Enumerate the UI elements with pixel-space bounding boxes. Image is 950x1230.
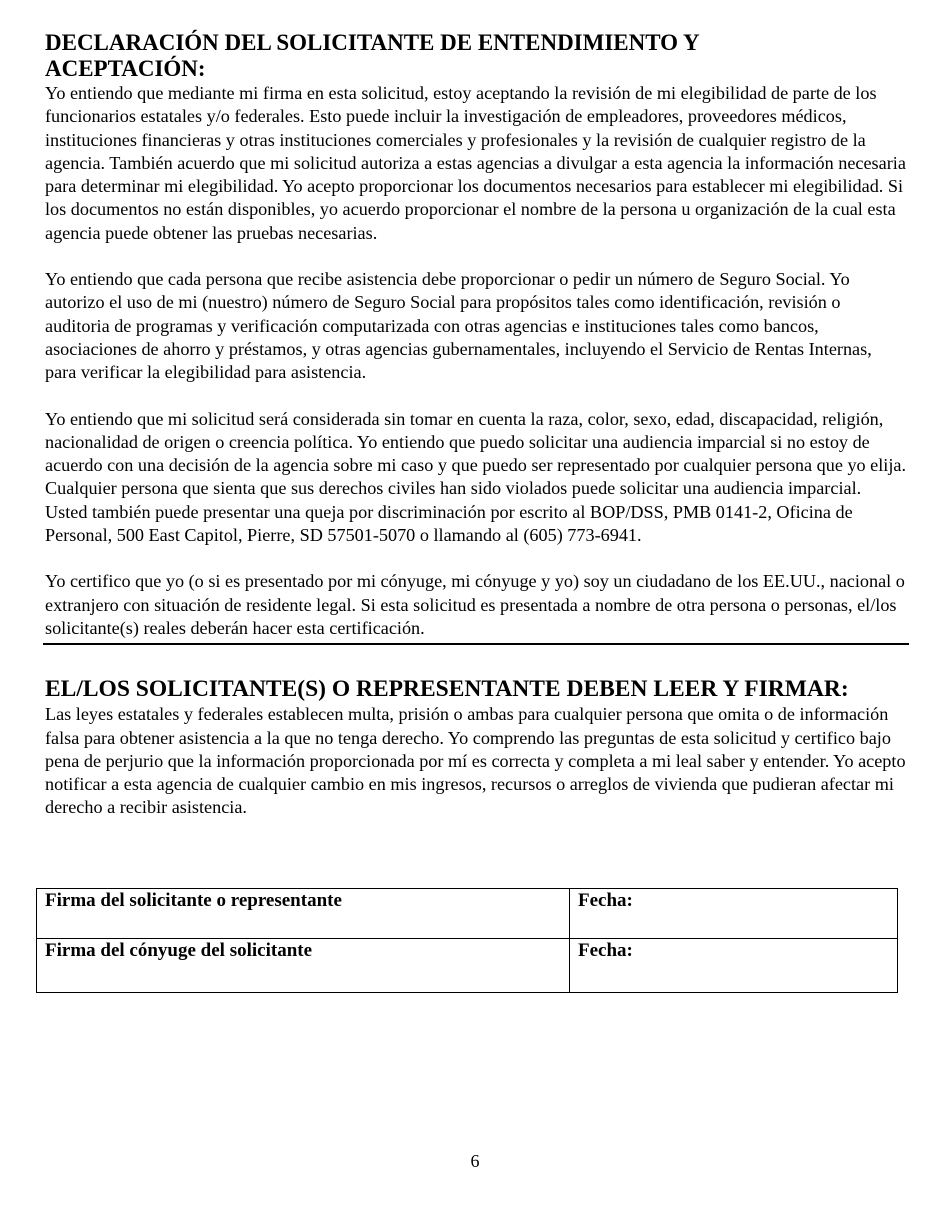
- declaration-section: [45, 30, 907, 640]
- declaration-paragraph-4: Yo certifico que yo (o si es presentado por mi cónyuge, mi cónyuge y yo) soy un ciudadano de los EE.UU., nacional o extranjero con situación de residente legal. Si esta solicitud es presentada a nombre de otra persona o personas, el/los solicitante(s) reales deberán hacer esta certificación.: [45, 571, 905, 638]
- sign-section: [45, 676, 907, 819]
- declaration-paragraph-2: Yo entiendo que cada persona que recibe asistencia debe proporcionar o pedir un número de Seguro Social. Yo autorizo el uso de mi (nuestro) número de Seguro Social para propósitos tales como identificación, revisión o auditoria de programas y verificación computarizada con otras agencias e instituciones tales como bancos, asociaciones de ahorro y préstamos, y otras agencias gubernamentales, incluyendo el Servicio de Rentas Internas, para verificar la elegibilidad para asistencia.: [45, 269, 872, 383]
- applicant-signature-label: Firma del solicitante o representante: [45, 890, 342, 911]
- spouse-date-field[interactable]: [570, 939, 898, 993]
- spouse-signature-label: Firma del cónyuge del solicitante: [45, 940, 313, 961]
- sign-section-title: EL/LOS SOLICITANTE(S) O REPRESENTANTE DEBEN LEER Y FIRMAR:: [45, 676, 849, 703]
- section-divider: [43, 643, 909, 645]
- applicant-date-label: Fecha:: [578, 890, 633, 911]
- document-page: [45, 30, 907, 820]
- declaration-paragraph-1: Yo entiendo que mediante mi firma en esta solicitud, estoy aceptando la revisión de mi elegibilidad de parte de los funcionarios estatales y/o federales. Esto puede incluir la investigación de empleadores, proveedores médicos, instituciones financieras y otras instituciones comerciales y profesionales y la revisión de cualquier registro de la agencia. También acuerdo que mi solicitud autoriza a estas agencias a divulgar a esta agencia la información necesaria para determinar mi elegibilidad. Yo acepto proporcionar los documentos necesarios para establecer mi elegibilidad. Si los documentos no están disponibles, yo acuerdo proporcionar el nombre de la persona u organización de la cual esta agencia puede obtener las pruebas necesarias.: [45, 83, 906, 243]
- signature-table: [36, 888, 898, 993]
- sign-section-paragraph: Las leyes estatales y federales establecen multa, prisión o ambas para cualquier persona que omita o de información falsa para obtener asistencia a la que no tenga derecho. Yo comprendo las preguntas de esta solicitud y certifico bajo pena de perjurio que la información proporcionada por mí es correcta y completa a mi leal saber y entender. Yo acepto notificar a esta agencia de cualquier cambio en mis ingresos, recursos o arreglos de vivienda que pudieran afectar mi derecho a recibir asistencia.: [45, 704, 906, 818]
- spouse-date-label: Fecha:: [578, 940, 633, 961]
- declaration-paragraph-3: Yo entiendo que mi solicitud será considerada sin tomar en cuenta la raza, color, sexo, edad, discapacidad, religión, nacionalidad de origen o creencia política. Yo entiendo que puedo solicitar una audiencia imparcial si no estoy de acuerdo con una decisión de la agencia sobre mi caso y que puedo ser representado por cualquier persona que yo elija. Cualquier persona que sienta que sus derechos civiles han sido violados puede solicitar una audiencia imparcial. Usted también puede presentar una queja por discriminación por escrito al BOP/DSS, PMB 0141-2, Oficina de Personal, 500 East Capitol, Pierre, SD 57501-5070 o llamando al (605) 773-6941.: [45, 408, 907, 546]
- applicant-date-field[interactable]: [570, 889, 898, 939]
- page-number: 6: [470, 1151, 480, 1171]
- applicant-signature-row: [37, 889, 898, 939]
- spouse-signature-field[interactable]: [37, 939, 570, 993]
- applicant-signature-field[interactable]: [37, 889, 570, 939]
- declaration-title: DECLARACIÓN DEL SOLICITANTE DE ENTENDIMIENTO Y ACEPTACIÓN:: [45, 30, 699, 81]
- spouse-signature-row: [37, 939, 898, 993]
